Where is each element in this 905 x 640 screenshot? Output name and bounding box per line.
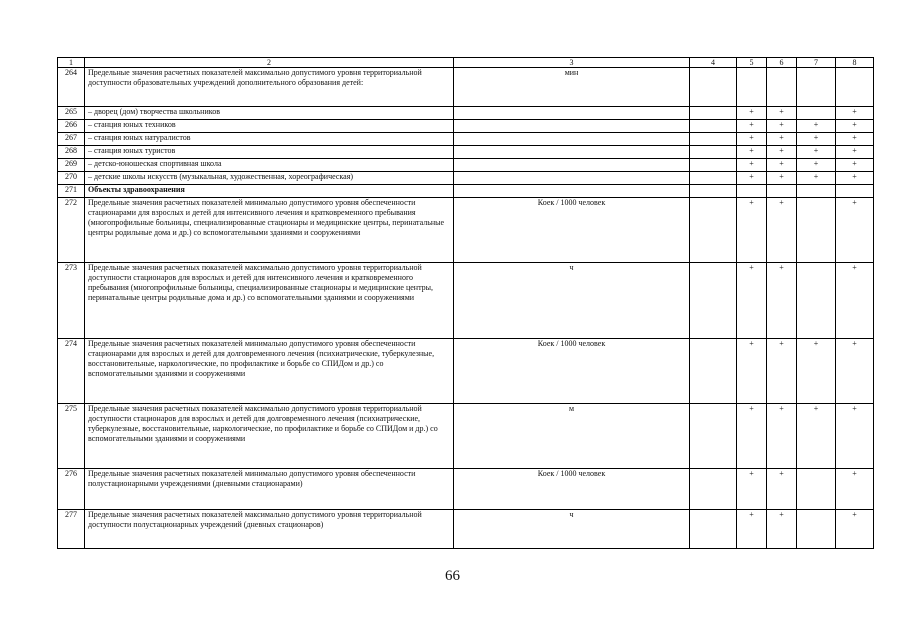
table-row — [58, 339, 874, 404]
column-7-mark — [797, 68, 836, 107]
column-5-mark: + — [737, 198, 767, 263]
column-8-mark: + — [836, 159, 874, 172]
column-7-mark: + — [797, 133, 836, 146]
column-7-mark — [797, 185, 836, 198]
page-number: 66 — [445, 568, 460, 584]
column-header: 3 — [454, 58, 690, 68]
column-7-mark: + — [797, 159, 836, 172]
column-7-mark: + — [797, 172, 836, 185]
column-8-mark: + — [836, 510, 874, 549]
header-row — [58, 58, 874, 68]
table-row — [58, 68, 874, 107]
column-4-mark — [690, 107, 737, 120]
column-8-mark: + — [836, 133, 874, 146]
row-number: 270 — [58, 172, 85, 185]
row-description: Предельные значения расчетных показателей минимально допустимого уровня обеспеченности полустационарными учреждениями (дневными стационарами) — [85, 469, 454, 510]
row-description: – дворец (дом) творчества школьников — [85, 107, 454, 120]
column-header: 6 — [767, 58, 797, 68]
row-unit: ч — [454, 510, 690, 549]
column-5-mark: + — [737, 107, 767, 120]
row-description: Предельные значения расчетных показателей минимально допустимого уровня обеспеченности стационарами для взрослых и детей для интенсивного лечения и кратковременного пребывания (многопрофильные больницы, специализированные стационары и медицинские центры, перинатальные центры родильные дома и др.) со вспомогательными зданиями и сооружениями — [85, 198, 454, 263]
column-header: 5 — [737, 58, 767, 68]
row-number: 269 — [58, 159, 85, 172]
column-7-mark: + — [797, 339, 836, 404]
column-8-mark: + — [836, 198, 874, 263]
column-5-mark: + — [737, 120, 767, 133]
table-row — [58, 263, 874, 339]
column-4-mark — [690, 120, 737, 133]
row-description: Объекты здравоохранения — [85, 185, 454, 198]
column-7-mark — [797, 469, 836, 510]
column-8-mark: + — [836, 404, 874, 469]
row-description: Предельные значения расчетных показателей максимально допустимого уровня территориальной доступности стационаров для взрослых и детей для долговременного лечения (психиатрические, туберкулезные, восстановительные, наркологические, по профилактике и борьбе со СПИДом и др.) со вспомогательными зданиями и сооружениями — [85, 404, 454, 469]
column-5-mark: + — [737, 469, 767, 510]
row-description: Предельные значения расчетных показателей максимально допустимого уровня территориальной доступности стационаров для взрослых и детей для интенсивного лечения и кратковременного пребывания (многопрофильные больницы, специализированные стационары и медицинские центры, перинатальные центры родильные дома и др.) со вспомогательными зданиями и сооружениями — [85, 263, 454, 339]
table-row — [58, 198, 874, 263]
column-8-mark — [836, 68, 874, 107]
row-number: 271 — [58, 185, 85, 198]
column-7-mark: + — [797, 120, 836, 133]
row-description: Предельные значения расчетных показателей максимально допустимого уровня территориальной доступности полустационарных учреждений (дневных стационаров) — [85, 510, 454, 549]
column-4-mark — [690, 68, 737, 107]
column-5-mark: + — [737, 159, 767, 172]
row-number: 265 — [58, 107, 85, 120]
row-unit — [454, 185, 690, 198]
row-number: 266 — [58, 120, 85, 133]
row-number: 275 — [58, 404, 85, 469]
row-description: – станция юных натуралистов — [85, 133, 454, 146]
row-unit — [454, 159, 690, 172]
column-6-mark: + — [767, 146, 797, 159]
table-row — [58, 120, 874, 133]
row-number: 277 — [58, 510, 85, 549]
norms-table — [57, 57, 874, 549]
row-description: – станция юных туристов — [85, 146, 454, 159]
row-unit — [454, 133, 690, 146]
column-header: 8 — [836, 58, 874, 68]
column-8-mark — [836, 185, 874, 198]
column-7-mark — [797, 510, 836, 549]
column-8-mark: + — [836, 339, 874, 404]
row-unit: Коек / 1000 человек — [454, 198, 690, 263]
column-6-mark: + — [767, 263, 797, 339]
column-6-mark: + — [767, 107, 797, 120]
row-unit: Коек / 1000 человек — [454, 339, 690, 404]
column-6-mark: + — [767, 404, 797, 469]
row-unit — [454, 146, 690, 159]
row-description: – детские школы искусств (музыкальная, художественная, хореографическая) — [85, 172, 454, 185]
column-6-mark: + — [767, 133, 797, 146]
column-header: 1 — [58, 58, 85, 68]
column-4-mark — [690, 469, 737, 510]
column-4-mark — [690, 159, 737, 172]
column-6-mark: + — [767, 198, 797, 263]
table-row — [58, 185, 874, 198]
column-4-mark — [690, 198, 737, 263]
row-description: – станция юных техников — [85, 120, 454, 133]
row-unit — [454, 107, 690, 120]
table-row — [58, 159, 874, 172]
table-row — [58, 469, 874, 510]
column-5-mark: + — [737, 339, 767, 404]
column-4-mark — [690, 146, 737, 159]
table-body — [58, 68, 874, 549]
column-7-mark — [797, 198, 836, 263]
column-8-mark: + — [836, 469, 874, 510]
row-unit: ч — [454, 263, 690, 339]
column-6-mark: + — [767, 159, 797, 172]
column-4-mark — [690, 404, 737, 469]
row-unit — [454, 172, 690, 185]
column-6-mark: + — [767, 469, 797, 510]
row-unit: мин — [454, 68, 690, 107]
column-6-mark: + — [767, 339, 797, 404]
column-6-mark — [767, 68, 797, 107]
column-4-mark — [690, 263, 737, 339]
column-6-mark: + — [767, 120, 797, 133]
table-row — [58, 172, 874, 185]
column-5-mark: + — [737, 510, 767, 549]
row-unit: Коек / 1000 человек — [454, 469, 690, 510]
row-description: Предельные значения расчетных показателей минимально допустимого уровня обеспеченности стационарами для взрослых и детей для долговременного лечения (психиатрические, туберкулезные, восстановительные, наркологические, по профилактике и борьбе со СПИДом и др.) со вспомогательными зданиями и сооружениями — [85, 339, 454, 404]
column-4-mark — [690, 185, 737, 198]
column-4-mark — [690, 339, 737, 404]
column-8-mark: + — [836, 172, 874, 185]
row-number: 264 — [58, 68, 85, 107]
row-number: 267 — [58, 133, 85, 146]
row-number: 272 — [58, 198, 85, 263]
column-header: 7 — [797, 58, 836, 68]
column-7-mark — [797, 263, 836, 339]
column-5-mark — [737, 185, 767, 198]
column-8-mark: + — [836, 120, 874, 133]
row-unit: м — [454, 404, 690, 469]
column-4-mark — [690, 172, 737, 185]
row-description: Предельные значения расчетных показателей максимально допустимого уровня территориальной доступности образовательных учреждений дополнительного образования детей: — [85, 68, 454, 107]
column-6-mark: + — [767, 510, 797, 549]
row-unit — [454, 120, 690, 133]
table-row — [58, 404, 874, 469]
column-4-mark — [690, 510, 737, 549]
column-7-mark — [797, 107, 836, 120]
column-4-mark — [690, 133, 737, 146]
column-5-mark: + — [737, 263, 767, 339]
column-5-mark: + — [737, 172, 767, 185]
column-header: 2 — [85, 58, 454, 68]
row-number: 276 — [58, 469, 85, 510]
row-number: 273 — [58, 263, 85, 339]
column-7-mark: + — [797, 146, 836, 159]
column-5-mark: + — [737, 133, 767, 146]
table-row — [58, 510, 874, 549]
table-row — [58, 133, 874, 146]
row-description: – детско-юношеская спортивная школа — [85, 159, 454, 172]
column-7-mark: + — [797, 404, 836, 469]
table-row — [58, 107, 874, 120]
row-number: 274 — [58, 339, 85, 404]
column-5-mark — [737, 68, 767, 107]
column-6-mark: + — [767, 172, 797, 185]
column-5-mark: + — [737, 146, 767, 159]
row-number: 268 — [58, 146, 85, 159]
column-8-mark: + — [836, 146, 874, 159]
column-header: 4 — [690, 58, 737, 68]
table-row — [58, 146, 874, 159]
column-6-mark — [767, 185, 797, 198]
column-8-mark: + — [836, 263, 874, 339]
column-8-mark: + — [836, 107, 874, 120]
column-5-mark: + — [737, 404, 767, 469]
